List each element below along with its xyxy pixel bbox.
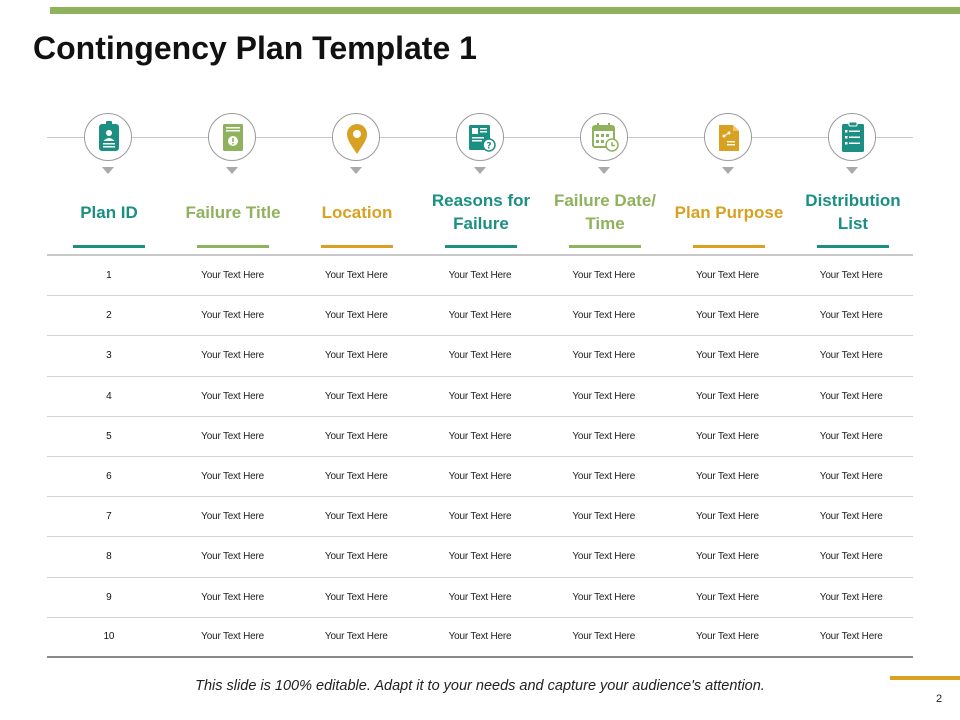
table-cell: Your Text Here — [201, 471, 264, 483]
table-cell: Your Text Here — [448, 631, 512, 643]
plan-id-cell: 10 — [103, 631, 115, 643]
page-number: 2 — [936, 693, 943, 705]
column-header-failure-date-time — [543, 111, 667, 251]
calendar-clock-icon — [580, 113, 628, 161]
column-underline — [693, 245, 765, 248]
table-cell: Your Text Here — [324, 631, 388, 643]
plan-id-cell: 9 — [106, 591, 112, 603]
table-cell: Your Text Here — [324, 350, 388, 362]
table-cell: Your Text Here — [696, 350, 759, 362]
pointer-arrow — [474, 167, 486, 174]
table-cell: Your Text Here — [696, 310, 759, 322]
table-cell: Your Text Here — [819, 631, 883, 643]
column-label: Failure Title — [185, 202, 281, 222]
column-header-failure-title — [171, 111, 295, 251]
table-cell: Your Text Here — [324, 430, 388, 442]
table-row — [47, 578, 913, 618]
table-cell: Your Text Here — [572, 591, 636, 603]
table-cell: Your Text Here — [572, 631, 636, 643]
plan-id-cell: 4 — [106, 390, 112, 402]
table-cell: Your Text Here — [448, 591, 512, 603]
table-cell: Your Text Here — [819, 551, 883, 563]
column-label: Reasons for Failure — [431, 191, 531, 233]
table-cell: Your Text Here — [324, 270, 388, 282]
footer-note: This slide is 100% editable. Adapt it to your needs and capture your audience's attention. — [195, 678, 765, 694]
table-cell: Your Text Here — [201, 551, 264, 563]
column-label: Location — [321, 202, 393, 222]
column-header-plan-id — [47, 111, 171, 251]
table-cell: Your Text Here — [201, 591, 264, 603]
table-cell: Your Text Here — [448, 390, 512, 402]
table-cell: Your Text Here — [696, 631, 759, 643]
map-pin-icon — [332, 113, 380, 161]
plan-id-cell: 1 — [106, 270, 112, 282]
column-header-location — [295, 111, 419, 251]
column-label: Failure Date/ Time — [553, 191, 657, 233]
column-header-distribution-list — [791, 111, 915, 251]
table-cell: Your Text Here — [448, 471, 512, 483]
table-cell: Your Text Here — [201, 631, 264, 643]
table-row — [47, 296, 913, 336]
slide-title: Contingency Plan Template 1 — [33, 30, 477, 66]
table-cell: Your Text Here — [819, 511, 883, 523]
table-cell: Your Text Here — [572, 471, 636, 483]
table-cell: Your Text Here — [696, 551, 759, 563]
table-row — [47, 336, 913, 376]
table-cell: Your Text Here — [448, 270, 512, 282]
plan-id-cell: 2 — [106, 310, 112, 322]
column-header-reasons-for-failure — [419, 111, 543, 251]
column-underline — [817, 245, 889, 248]
table-cell: Your Text Here — [324, 551, 388, 563]
table-row — [47, 618, 913, 658]
table-cell: Your Text Here — [819, 310, 883, 322]
table-cell: Your Text Here — [201, 511, 264, 523]
table-cell: Your Text Here — [572, 350, 636, 362]
table-row — [47, 417, 913, 457]
table-row — [47, 256, 913, 296]
table-cell: Your Text Here — [201, 390, 264, 402]
plan-table — [47, 256, 913, 658]
table-cell: Your Text Here — [201, 350, 264, 362]
table-cell: Your Text Here — [448, 551, 512, 563]
pointer-arrow — [102, 167, 114, 174]
table-cell: Your Text Here — [819, 591, 883, 603]
table-cell: Your Text Here — [696, 270, 759, 282]
column-underline — [569, 245, 641, 248]
table-cell: Your Text Here — [572, 430, 636, 442]
table-row — [47, 497, 913, 537]
table-cell: Your Text Here — [324, 591, 388, 603]
table-cell: Your Text Here — [819, 270, 883, 282]
table-cell: Your Text Here — [448, 350, 512, 362]
column-underline — [321, 245, 393, 248]
plan-document-icon — [704, 113, 752, 161]
pointer-arrow — [598, 167, 610, 174]
table-cell: Your Text Here — [324, 511, 388, 523]
checklist-icon — [828, 113, 876, 161]
pointer-arrow — [226, 167, 238, 174]
pointer-arrow — [846, 167, 858, 174]
table-cell: Your Text Here — [201, 430, 264, 442]
column-label: Distribution List — [805, 191, 901, 233]
table-cell: Your Text Here — [324, 310, 388, 322]
svg-text:?: ? — [486, 141, 492, 152]
table-cell: Your Text Here — [572, 390, 636, 402]
table-cell: Your Text Here — [696, 471, 759, 483]
top-accent-bar — [50, 7, 960, 14]
table-cell: Your Text Here — [572, 551, 636, 563]
table-cell: Your Text Here — [201, 270, 264, 282]
table-cell: Your Text Here — [696, 591, 759, 603]
plan-id-cell: 5 — [106, 430, 112, 442]
table-row — [47, 457, 913, 497]
plan-id-cell: 8 — [106, 551, 112, 563]
pointer-arrow — [350, 167, 362, 174]
table-cell: Your Text Here — [696, 430, 759, 442]
plan-id-cell: 6 — [106, 471, 112, 483]
column-label: Plan ID — [80, 202, 138, 222]
column-underline — [73, 245, 145, 248]
table-cell: Your Text Here — [819, 471, 883, 483]
footer-accent-bar — [890, 676, 960, 680]
table-cell: Your Text Here — [448, 511, 512, 523]
column-label: Plan Purpose — [674, 202, 784, 222]
table-cell: Your Text Here — [448, 430, 512, 442]
column-header-plan-purpose — [667, 111, 791, 251]
table-cell: Your Text Here — [819, 390, 883, 402]
plan-id-cell: 7 — [106, 511, 112, 523]
table-cell: Your Text Here — [696, 511, 759, 523]
column-underline — [197, 245, 269, 248]
warning-document-icon — [208, 113, 256, 161]
table-cell: Your Text Here — [819, 350, 883, 362]
pointer-arrow — [722, 167, 734, 174]
table-cell: Your Text Here — [448, 310, 512, 322]
table-row — [47, 537, 913, 577]
table-cell: Your Text Here — [201, 310, 264, 322]
column-underline — [445, 245, 517, 248]
table-cell: Your Text Here — [696, 390, 759, 402]
table-cell: Your Text Here — [572, 270, 636, 282]
table-cell: Your Text Here — [324, 390, 388, 402]
table-cell: Your Text Here — [324, 471, 388, 483]
table-cell: Your Text Here — [819, 430, 883, 442]
table-cell: Your Text Here — [572, 310, 636, 322]
table-cell: Your Text Here — [572, 511, 636, 523]
plan-id-cell: 3 — [106, 350, 112, 362]
report-question-icon — [456, 113, 504, 161]
id-badge-icon — [84, 113, 132, 161]
table-row — [47, 377, 913, 417]
